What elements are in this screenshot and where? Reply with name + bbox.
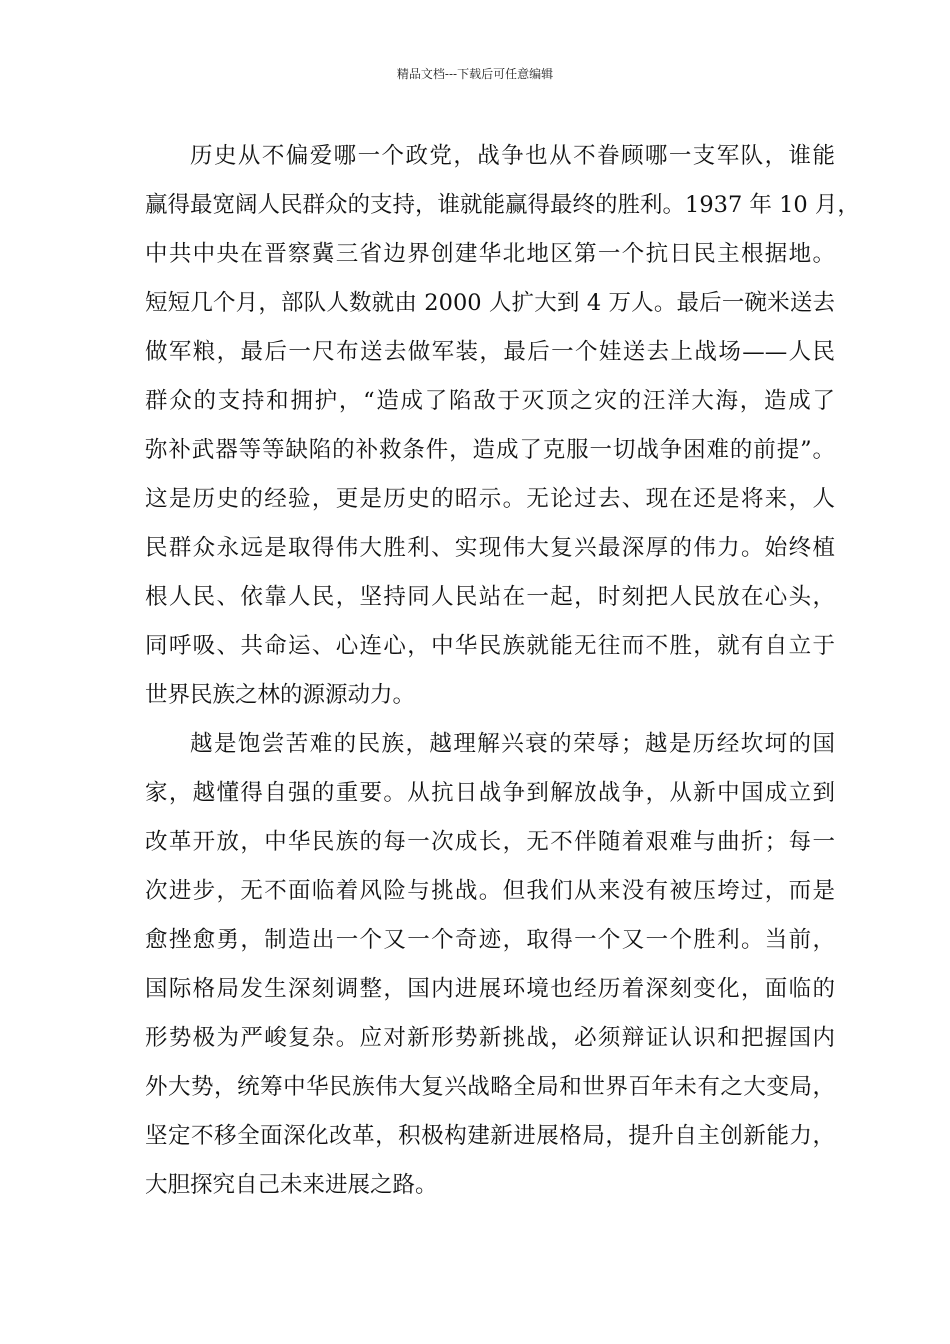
text-line: 家，越懂得自强的重要。从抗日战争到解放战争，从新中国成立到 — [145, 780, 835, 806]
text-line: 根人民、依靠人民，坚持同人民站在一起，时刻把人民放在心头， — [145, 584, 835, 610]
text-line: 愈挫愈勇，制造出一个又一个奇迹，取得一个又一个胜利。当前， — [145, 927, 835, 953]
text-line: 坚定不移全面深化改革，积极构建新进展格局，提升自主创新能力， — [145, 1123, 835, 1149]
text-line: 越是饱尝苦难的民族，越理解兴衰的荣辱；越是历经坎坷的国 — [190, 731, 835, 757]
text-line: 赢得最宽阔人民群众的支持，谁就能赢得最终的胜利。1937 年 10 月， — [145, 192, 860, 218]
text-line: 同呼吸、共命运、心连心，中华民族就能无往而不胜，就有自立于 — [145, 633, 835, 659]
document-body — [145, 132, 860, 1210]
text-line: 中共中央在晋察冀三省边界创建华北地区第一个抗日民主根据地。 — [145, 241, 835, 267]
text-line: 形势极为严峻复杂。应对新形势新挑战，必须辩证认识和把握国内 — [145, 1025, 835, 1051]
text-line: 弥补武器等等缺陷的补救条件，造成了克服一切战争困难的前提”。 — [145, 437, 835, 463]
text-line: 次进步，无不面临着风险与挑战。但我们从来没有被压垮过，而是 — [145, 878, 835, 904]
text-line: 民群众永远是取得伟大胜利、实现伟大复兴最深厚的伟力。始终植 — [145, 535, 835, 561]
text-line: 历史从不偏爱哪一个政党，战争也从不眷顾哪一支军队，谁能 — [190, 143, 835, 169]
text-line: 做军粮，最后一尺布送去做军装，最后一个娃送去上战场——人民 — [145, 339, 835, 365]
paragraph-1 — [145, 132, 860, 720]
text-line: 群众的支持和拥护，“造成了陷敌于灭顶之灾的汪洋大海，造成了 — [145, 388, 835, 414]
paragraph-2 — [145, 720, 835, 1210]
text-line: 改革开放，中华民族的每一次成长，无不伴随着艰难与曲折；每一 — [145, 829, 835, 855]
text-line: 大胆探究自己未来进展之路。 — [145, 1172, 438, 1198]
text-line: 短短几个月，部队人数就由 2000 人扩大到 4 万人。最后一碗米送去 — [145, 290, 835, 316]
text-line: 世界民族之林的源源动力。 — [145, 682, 416, 708]
text-line: 国际格局发生深刻调整，国内进展环境也经历着深刻变化，面临的 — [145, 976, 835, 1002]
text-line: 外大势，统筹中华民族伟大复兴战略全局和世界百年未有之大变局， — [145, 1074, 835, 1100]
page-header: 精品文档---下载后可任意编辑 — [396, 67, 554, 81]
text-line: 这是历史的经验，更是历史的昭示。无论过去、现在还是将来，人 — [145, 486, 835, 512]
